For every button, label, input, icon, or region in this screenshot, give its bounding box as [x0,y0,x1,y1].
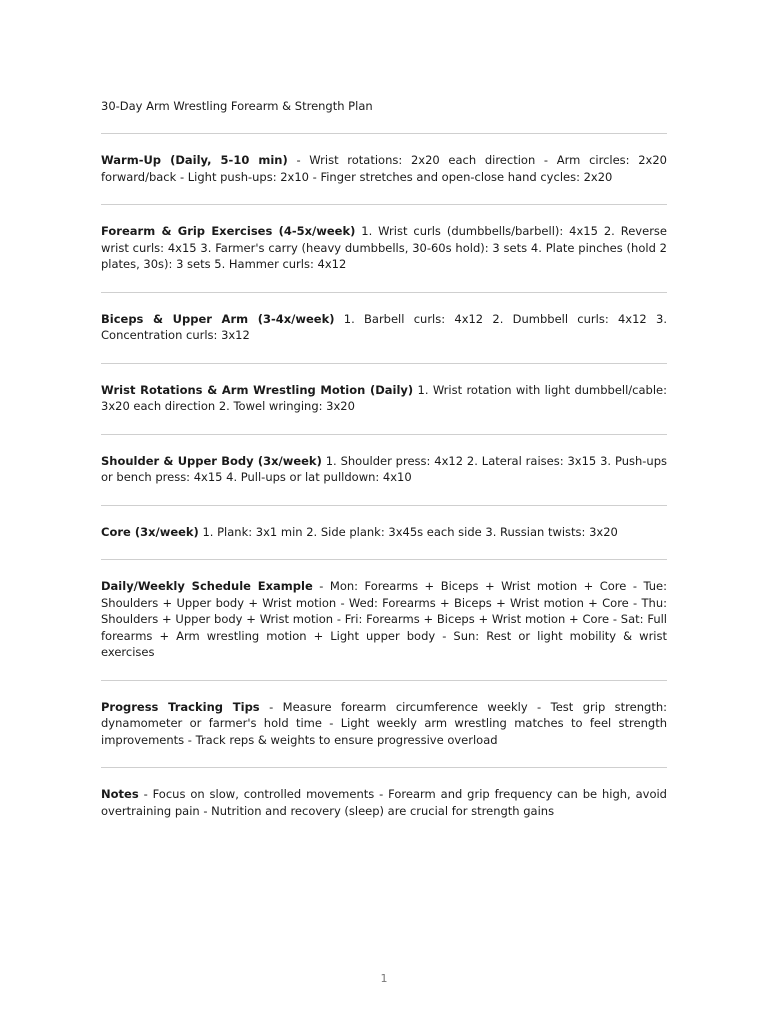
document-content [101,98,667,819]
section-heading: Daily/Weekly Schedule Example [101,579,313,593]
section-body: 1. Wrist curls (dumbbells/barbell): 4x15 2. Reverse wrist curls: 4x15 3. Farmer's carry (heavy dumbbells, 30-60s hold): 3 sets 4. Plate pinches (hold 2 plates, 30s): 3 sets 5. Hammer curls: 4x12 [101,224,667,271]
section-body: 1. Wrist rotation with light dumbbell/cable: 3x20 each direction 2. Towel wringing: 3x20 [101,382,667,413]
section-schedule-example [101,578,667,661]
section-body: 1. Plank: 3x1 min 2. Side plank: 3x45s each side 3. Russian twists: 3x20 [198,524,618,539]
section-body: - Focus on slow, controlled movements - Forearm and grip frequency can be high, avoid overtraining pain - Nutrition and recovery (sleep) are crucial for strength gains [101,787,667,818]
divider [101,133,667,134]
section-heading: Warm-Up (Daily, 5-10 min) [101,153,288,167]
section-heading: Biceps & Upper Arm (3-4x/week) [101,311,335,326]
divider [101,434,667,435]
divider [101,363,667,364]
section-body: 1. Shoulder press: 4x12 2. Lateral raises: 3x15 3. Push-ups or bench press: 4x15 4. Pull-ups or lat pulldown: 4x10 [101,453,667,484]
divider [101,505,667,506]
section-shoulder-upper-body [101,453,667,486]
section-heading: Core (3x/week) [101,524,199,539]
divider [101,204,667,205]
section-body: - Mon: Forearms + Biceps + Wrist motion + Core - Tue: Shoulders + Upper body + Wrist motion - Wed: Forearms + Biceps + Wrist motion + Core - Thu: Shoulders + Upper body + Wrist motion - Fri: Forearms + Biceps + Wrist motion + Core - Sat: Full forearms + Arm wrestling motion + Light upper body - Sun: Rest or light mobility & wrist exercises [101,579,667,659]
page-number: 1 [380,972,388,985]
document-title: 30-Day Arm Wrestling Forearm & Strength Plan [101,99,373,113]
section-heading: Notes [101,787,139,801]
section-biceps-upper-arm [101,311,667,344]
section-body: - Wrist rotations: 2x20 each direction - Arm circles: 2x20 forward/back - Light push-ups: 2x10 - Finger stretches and open-close hand cycles: 2x20 [101,153,667,184]
section-progress-tracking [101,699,667,749]
section-body: - Measure forearm circumference weekly - Test grip strength: dynamometer or farmer's hold time - Light weekly arm wrestling matches to feel strength improvements - Track reps & weights to ensure progressive overload [101,699,667,747]
section-warm-up [101,152,667,185]
section-forearm-grip [101,223,667,273]
section-heading: Progress Tracking Tips [101,699,260,714]
divider [101,292,667,293]
divider [101,559,667,560]
divider [101,680,667,681]
section-heading: Wrist Rotations & Arm Wrestling Motion (Daily) [101,382,414,397]
section-heading: Shoulder & Upper Body (3x/week) [101,453,322,468]
divider [101,767,667,768]
section-heading: Forearm & Grip Exercises (4-5x/week) [101,224,356,238]
section-body: 1. Barbell curls: 4x12 2. Dumbbell curls: 4x12 3. Concentration curls: 3x12 [101,311,667,342]
section-notes [101,786,667,819]
section-core [101,524,667,541]
section-wrist-rotations [101,382,667,415]
